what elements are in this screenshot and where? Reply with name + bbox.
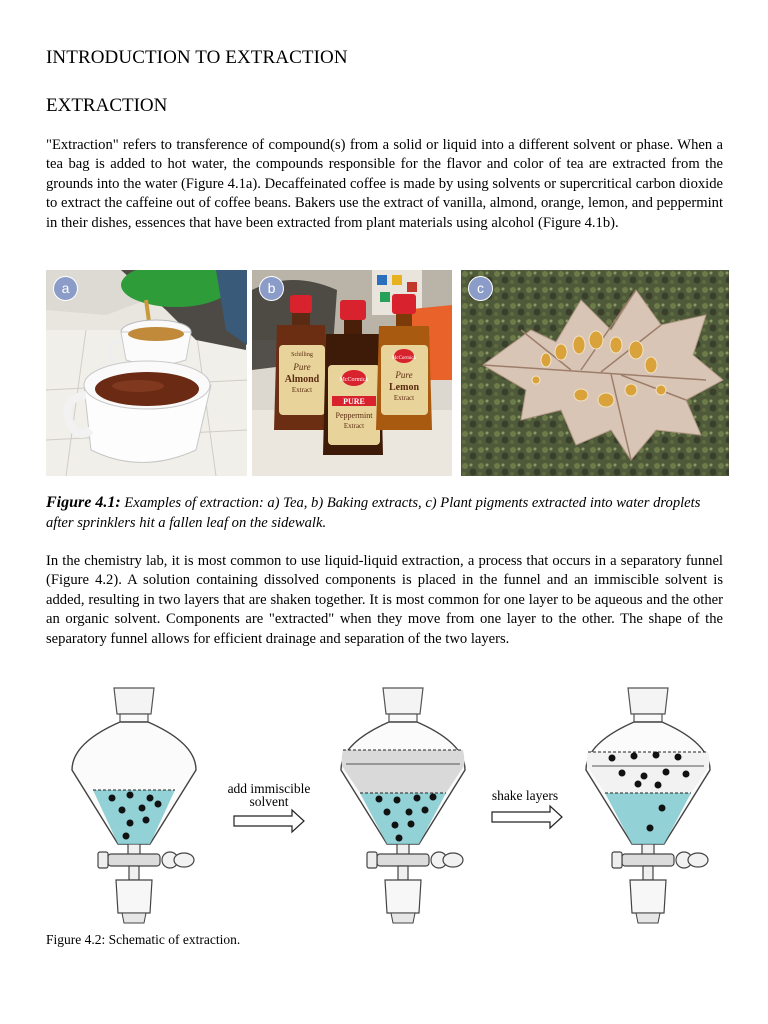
photo-b-badge: b [259,276,284,301]
funnel-3 [586,688,710,923]
arrow-2 [492,806,562,828]
funnel-1 [72,688,196,923]
figure-4-2-diagram [46,682,726,927]
bottle-1-line1: Pure [293,362,311,372]
figure-4-2-caption: Figure 4.2: Schematic of extraction. [46,932,241,947]
bottle-1-brand: Schilling [291,352,313,358]
bottle-2-line3: Extract [343,422,365,430]
figure-4-1-caption [46,493,726,533]
figure-4-1-text: Examples of extraction: a) Tea, b) Baking extracts, c) Plant pigments extracted into water droplets after sprinklers hit a fallen leaf on the sidewalk. [46,495,701,531]
photo-c-badge: c [468,276,493,301]
photo-extracts [252,270,452,476]
photo-tea [46,270,247,476]
arrow-1 [234,810,304,832]
bottle-3-line2: Lemon [389,382,419,393]
bottle-3-brand: McCormick [391,356,417,361]
bottle-2-brand: McCormick [339,377,369,383]
page-heading: INTRODUCTION TO EXTRACTION [46,47,348,68]
funnel-2 [341,688,465,923]
bottle-2-line1: PURE [343,397,365,406]
section-heading: EXTRACTION [46,95,168,116]
arrow-2-label: shake layers [491,788,559,803]
lab-paragraph: In the chemistry lab, it is most common to use liquid-liquid extraction, a process that occurs in a separatory funnel (Figure 4.2). A solution containing dissolved components is placed in the funnel and an immiscible solvent is added, resulting in two layers that are shaken together. It is most common for one layer to be aqueous and the other an organic solvent. Components are "extracted" when they move from one layer to the other. The shape of the separatory funnel allows for efficient drainage and separation of the two layers. [46,553,723,647]
intro-paragraph: "Extraction" refers to transference of compound(s) from a solid or liquid into a different solvent or phase. When a tea bag is added to hot water, the compounds responsible for the flavor and color of tea are extracted from the grounds into the water (Figure 4.1a). Decaffeinated coffee is made by using solvents or supercritical carbon dioxide to extract the caffeine out of coffee beans. Bakers use the extract of vanilla, almond, orange, lemon, and peppermint in their dishes, essences that have been extracted from plant materials using alcohol (Figure 4.1b). [46,137,723,231]
arrow-1-label-line1: add immiscible [227,781,311,796]
photo-leaf [461,270,729,476]
photo-a-badge: a [53,276,78,301]
arrow-1-label-line2: solvent [249,794,289,809]
bottle-1-line2: Almond [284,374,320,385]
bottle-1-line3: Extract [291,386,313,394]
bottle-3-line1: Pure [395,370,413,380]
figure-4-1-label: Figure 4.1: [46,494,121,511]
bottle-3-line3: Extract [393,394,415,402]
bottle-2-line2: Peppermint [335,411,373,420]
